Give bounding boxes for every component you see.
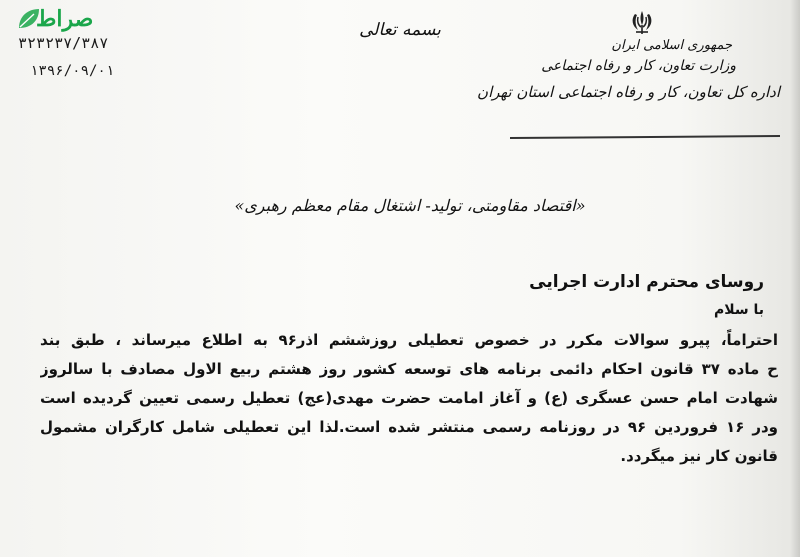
greeting-text: با سلام (713, 302, 764, 318)
page-edge-shadow (790, 0, 800, 557)
watermark-text: صراط (36, 6, 94, 32)
org-line-ministry: وزارت تعاون، کار و رفاه اجتماعی (541, 58, 736, 74)
slogan-text: «اقتصاد مقاومتی، تولید- اشتغال مقام معظم رهبری» (234, 196, 586, 215)
letter-body (40, 326, 778, 471)
body-line: ودر ۱۶ فروردین ۹۶ در روزنامه رسمی منتشر شده است.لذا این تعطیلی شامل کارگران مشمول (40, 418, 778, 436)
org-line-country: جمهوری اسلامی ایران (611, 38, 732, 53)
letter-date: ۱۳۹۶/۰۹/۰۱ (30, 63, 115, 79)
iran-emblem-icon (627, 8, 657, 38)
invocation-text: بسمه تعالی (359, 20, 441, 40)
letter-number: ۳۲۳۲۳۷/۳۸۷ (18, 34, 109, 52)
addressee-heading: روسای محترم ادارت اجرایی (529, 272, 764, 292)
header-divider (510, 135, 780, 139)
body-line: شهادت امام حسن عسگری (ع) و آغاز امامت حضرت مهدی(عج) تعطیل رسمی تعیین گردیده است (40, 389, 778, 407)
org-line-department: اداره کل تعاون، کار و رفاه اجتماعی استان تهران (477, 83, 780, 101)
body-line: ح ماده ۳۷ قانون احکام دائمی برنامه های توسعه کشور روز هشتم ربیع الاول مصادف با سالروز (40, 360, 778, 378)
organisation-header (477, 36, 780, 107)
body-line: احتراماً، پیرو سوالات مکرر در خصوص تعطیلی روزششم اذر۹۶ به اطلاع میرساند ، طبق بند (40, 331, 778, 349)
body-line: قانون کار نیز میگردد. (620, 447, 778, 465)
